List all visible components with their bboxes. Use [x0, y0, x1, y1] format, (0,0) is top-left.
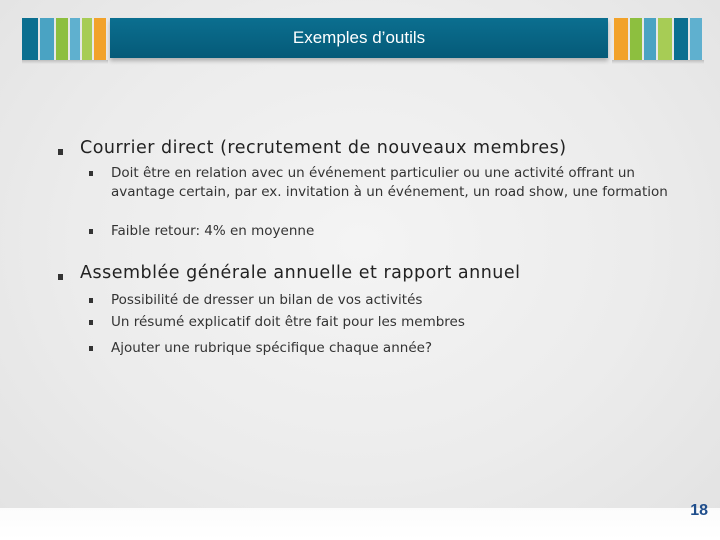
accent-bar [94, 18, 106, 60]
bullet-icon [89, 298, 93, 303]
accent-bar [674, 18, 688, 60]
accent-bar [690, 18, 702, 60]
bullet-icon [89, 229, 93, 234]
accent-bar [82, 18, 92, 60]
list-item: Ajouter une rubrique spécifique chaque année? [111, 340, 433, 356]
accent-bar [614, 18, 628, 60]
accent-bar [70, 18, 80, 60]
accent-bar [658, 18, 672, 60]
section-heading: Courrier direct (recrutement de nouveaux membres) [80, 138, 567, 158]
list-item: Possibilité de dresser un bilan de vos activités [111, 292, 423, 308]
accent-bar [22, 18, 38, 60]
accent-bar [644, 18, 656, 60]
list-item: Doit être en relation avec un événement particulier ou une activité offrant un avantage certain, par ex. invitation à un événement, un road show, une formation [111, 165, 668, 200]
bullet-icon [58, 274, 63, 280]
bullet-icon [58, 149, 63, 155]
list-item: Un résumé explicatif doit être fait pour les membres [111, 314, 465, 330]
accent-bar [56, 18, 68, 60]
slide-title: Exemples d’outils [292, 28, 426, 47]
accent-bar [40, 18, 54, 60]
title-bar [110, 18, 608, 58]
bar-shadow [612, 60, 704, 64]
bar-shadow [22, 60, 108, 64]
bullet-icon [89, 320, 93, 325]
bullet-icon [89, 346, 93, 351]
footer-strip [0, 508, 720, 540]
page-number: 18 [690, 502, 708, 519]
accent-bar [630, 18, 642, 60]
section-heading: Assemblée générale annuelle et rapport annuel [80, 263, 521, 283]
bullet-icon [89, 171, 93, 176]
list-item: Faible retour: 4% en moyenne [111, 223, 315, 239]
